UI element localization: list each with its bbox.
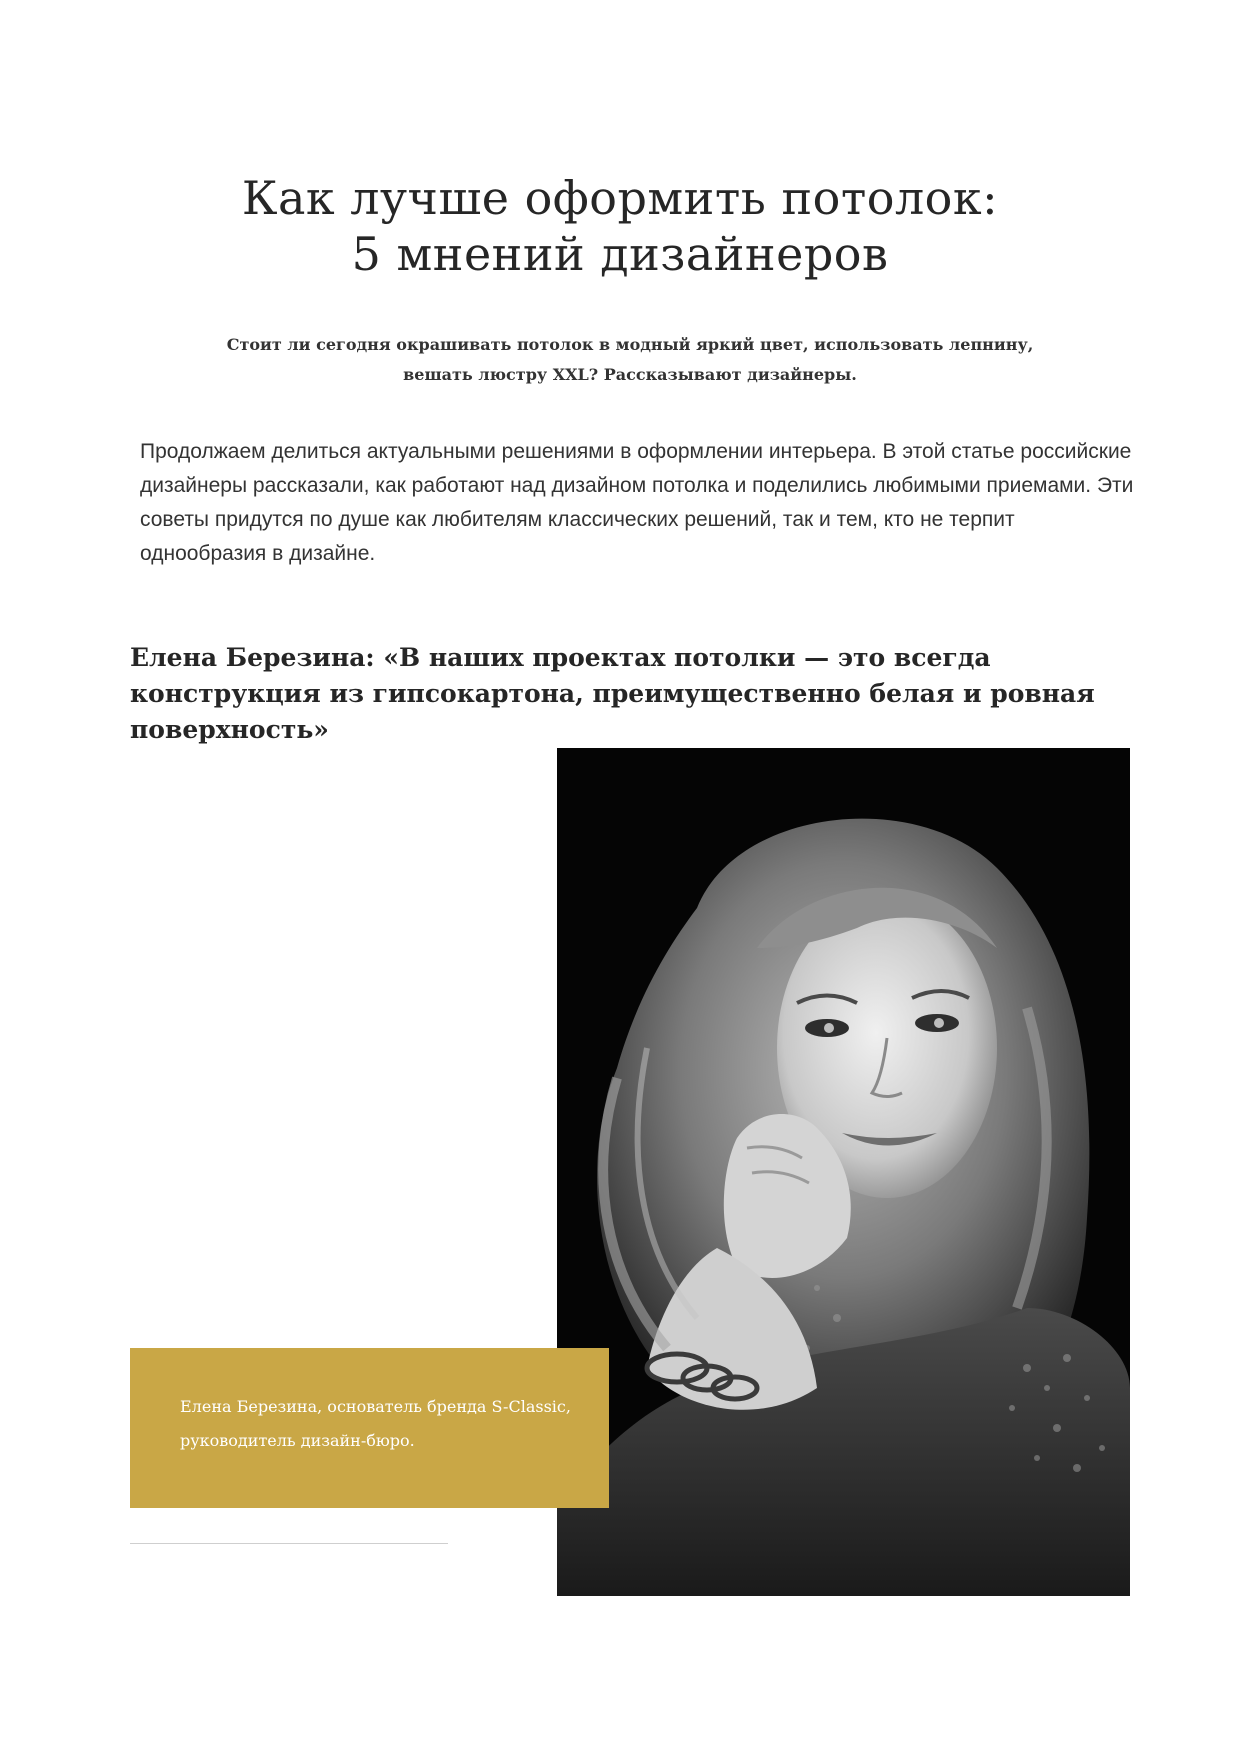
article-title-line-2: 5 мнений дизайнеров (351, 227, 889, 281)
article-lead-paragraph: Продолжаем делиться актуальными решениями в оформлении интерьера. В этой статье российские дизайнеры рассказали, как работают над дизайном потолка и поделились любимыми приемами. Эти советы придутся по душе как любителям классических решений, так и тем, кто не терпит однообразия в дизайне. (140, 440, 1134, 565)
article-subtitle: Стоит ли сегодня окрашивать потолок в модный яркий цвет, использовать лепнину, вешать люстру XXL? Рассказывают дизайнеры. (226, 335, 1034, 384)
portrait-illustration (557, 748, 1130, 1596)
designer-quote-heading: Елена Березина: «В наших проектах потолки — это всегда конструкция из гипсокартона, преимущественно белая и ровная поверхность» (130, 643, 1095, 744)
photo-caption-line-1: Елена Березина, основатель бренда S-Classic, (180, 1397, 571, 1416)
article-title-line-1: Как лучше оформить потолок: (241, 171, 999, 225)
section-divider (130, 1543, 448, 1544)
designer-portrait-photo (557, 748, 1130, 1596)
photo-caption-box (130, 1348, 609, 1508)
photo-caption-line-2: руководитель дизайн-бюро. (180, 1431, 415, 1450)
article-title (0, 170, 1240, 282)
